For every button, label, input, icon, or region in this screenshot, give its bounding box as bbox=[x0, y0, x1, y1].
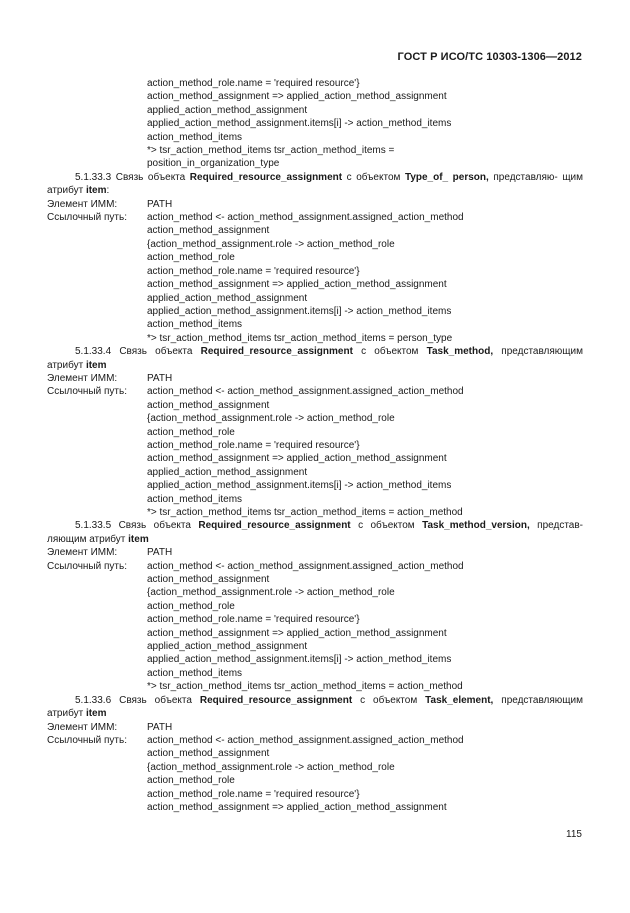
path-label: Ссылочный путь: bbox=[47, 212, 127, 224]
path-line: {action_method_assignment.role -> action_method_role bbox=[147, 761, 395, 773]
path-line: applied_action_method_assignment bbox=[147, 466, 308, 478]
path-line: action_method_assignment => applied_action_method_assignment bbox=[147, 91, 447, 103]
page-body bbox=[47, 77, 583, 814]
path-line: applied_action_method_assignment bbox=[147, 104, 308, 116]
path-line: action_method_items bbox=[147, 131, 243, 143]
path-line: action_method_role bbox=[147, 426, 235, 438]
path-line: *> tsr_action_method_items tsr_action_method_items = person_type bbox=[147, 332, 453, 344]
element-label: Элемент ИММ: bbox=[47, 547, 118, 559]
path-line: action_method_items bbox=[147, 667, 243, 679]
attribute-name: item bbox=[85, 708, 107, 720]
path-line: action_method_items bbox=[147, 319, 243, 331]
heading-text: щим атрибут bbox=[47, 171, 584, 197]
path-row bbox=[47, 734, 583, 747]
object-name: Required_resource_assignment bbox=[189, 171, 343, 183]
element-label: Элемент ИММ: bbox=[47, 721, 118, 733]
heading-text: атрибут bbox=[47, 359, 86, 371]
heading-text: атрибут bbox=[47, 708, 86, 720]
path-line: {action_method_assignment.role -> action_method_role bbox=[147, 238, 395, 250]
attribute-name: item bbox=[85, 185, 107, 197]
path-line: action_method_role.name = 'required resource'} bbox=[147, 439, 360, 451]
path-line: *> tsr_action_method_items tsr_action_method_items = action_method bbox=[147, 681, 463, 693]
heading-text: Связь объекта bbox=[111, 520, 199, 532]
path-line: action_method_role bbox=[147, 600, 235, 612]
element-row bbox=[47, 546, 583, 559]
section-5-1-33-5 bbox=[47, 519, 583, 693]
attribute-name: item bbox=[85, 359, 107, 371]
path-line: action_method_assignment bbox=[147, 748, 270, 760]
path-line: action_method_role bbox=[147, 252, 235, 264]
path-line: action_method_assignment => applied_action_method_assignment bbox=[147, 801, 447, 813]
path-line: action_method_assignment => applied_action_method_assignment bbox=[147, 627, 447, 639]
heading-text: представ- bbox=[529, 520, 583, 532]
heading-text: Связь объекта bbox=[111, 694, 200, 706]
object-name: Required_resource_assignment bbox=[198, 520, 351, 532]
section-heading bbox=[47, 519, 583, 546]
path-line: action_method_role.name = 'required resource'} bbox=[147, 788, 360, 800]
section-5-1-33-3 bbox=[47, 171, 583, 345]
path-line: action_method_assignment => applied_action_method_assignment bbox=[147, 279, 447, 291]
target-object-name: Type_of_ person, bbox=[404, 171, 489, 183]
object-name: Required_resource_assignment bbox=[200, 346, 353, 358]
object-name: Required_resource_assignment bbox=[199, 694, 353, 706]
heading-text: представляю- bbox=[488, 171, 558, 183]
element-value: PATH bbox=[147, 372, 173, 384]
path-line: applied_action_method_assignment.items[i] -> action_method_items bbox=[147, 654, 452, 666]
heading-text: : bbox=[106, 185, 110, 197]
target-object-name: Task_method_version, bbox=[422, 520, 530, 532]
path-line: action_method <- action_method_assignment.assigned_action_method bbox=[147, 386, 464, 398]
path-line: action_method_role.name = 'required resource'} bbox=[147, 78, 360, 89]
heading-text: Связь объекта bbox=[111, 171, 190, 183]
heading-text: ляющим атрибут bbox=[47, 533, 129, 545]
path-line: action_method_assignment bbox=[147, 225, 270, 237]
path-label: Ссылочный путь: bbox=[47, 386, 127, 398]
path-line: action_method <- action_method_assignment.assigned_action_method bbox=[147, 734, 464, 746]
path-label: Ссылочный путь: bbox=[47, 734, 127, 746]
path-row bbox=[47, 211, 583, 224]
path-label: Ссылочный путь: bbox=[47, 560, 127, 572]
path-line: action_method_assignment bbox=[147, 574, 270, 586]
continued-path-block bbox=[47, 77, 583, 171]
path-line: *> tsr_action_method_items tsr_action_method_items = bbox=[147, 145, 395, 157]
element-value: PATH bbox=[147, 721, 173, 733]
path-row bbox=[47, 560, 583, 573]
path-line: applied_action_method_assignment.items[i] -> action_method_items bbox=[147, 480, 452, 492]
heading-text: с объектом bbox=[352, 694, 426, 706]
path-line: applied_action_method_assignment bbox=[147, 641, 308, 653]
element-label: Элемент ИММ: bbox=[47, 198, 118, 210]
element-row bbox=[47, 198, 583, 211]
element-row bbox=[47, 372, 583, 385]
path-row bbox=[47, 385, 583, 398]
target-object-name: Task_method, bbox=[426, 346, 494, 358]
section-number: 5.1.33.4 bbox=[75, 346, 112, 358]
heading-text: Связь объекта bbox=[111, 346, 201, 358]
path-line: {action_method_assignment.role -> action_method_role bbox=[147, 413, 395, 425]
heading-text: представляющим bbox=[493, 346, 583, 358]
path-line: {action_method_assignment.role -> action_method_role bbox=[147, 587, 395, 599]
path-line: action_method_items bbox=[147, 493, 243, 505]
path-line: *> tsr_action_method_items tsr_action_method_items = action_method bbox=[147, 507, 463, 518]
path-line: action_method_role bbox=[147, 775, 235, 787]
path-line: action_method <- action_method_assignment.assigned_action_method bbox=[147, 560, 464, 572]
path-line: action_method_role.name = 'required resource'} bbox=[147, 614, 360, 626]
section-number: 5.1.33.6 bbox=[75, 694, 112, 706]
element-label: Элемент ИММ: bbox=[47, 372, 118, 384]
section-heading bbox=[47, 694, 583, 721]
path-line: action_method <- action_method_assignment.assigned_action_method bbox=[147, 212, 464, 224]
element-row bbox=[47, 721, 583, 734]
path-line: action_method_assignment bbox=[147, 399, 270, 411]
section-5-1-33-4 bbox=[47, 345, 583, 519]
target-object-name: Task_element, bbox=[425, 694, 494, 706]
element-value: PATH bbox=[147, 198, 173, 210]
path-line: applied_action_method_assignment.items[i] -> action_method_items bbox=[147, 305, 452, 317]
section-heading bbox=[47, 171, 583, 198]
section-heading bbox=[47, 345, 583, 372]
element-value: PATH bbox=[147, 547, 173, 559]
path-line: action_method_role.name = 'required resource'} bbox=[147, 265, 360, 277]
section-number: 5.1.33.3 bbox=[75, 171, 112, 183]
heading-text: с объектом bbox=[342, 171, 405, 183]
path-line: applied_action_method_assignment.items[i] -> action_method_items bbox=[147, 118, 452, 130]
attribute-name: item bbox=[128, 533, 149, 545]
path-line: applied_action_method_assignment bbox=[147, 292, 308, 304]
section-number: 5.1.33.5 bbox=[75, 520, 112, 532]
heading-text: с объектом bbox=[350, 520, 423, 532]
heading-text: представляющим bbox=[493, 694, 583, 706]
page-number: 115 bbox=[566, 829, 582, 840]
section-5-1-33-6 bbox=[47, 694, 583, 815]
heading-text: с объектом bbox=[352, 346, 427, 358]
path-line: position_in_organization_type bbox=[147, 158, 280, 170]
path-line: action_method_assignment => applied_action_method_assignment bbox=[147, 453, 447, 465]
document-header: ГОСТ Р ИСО/ТС 10303-1306—2012 bbox=[397, 51, 582, 63]
